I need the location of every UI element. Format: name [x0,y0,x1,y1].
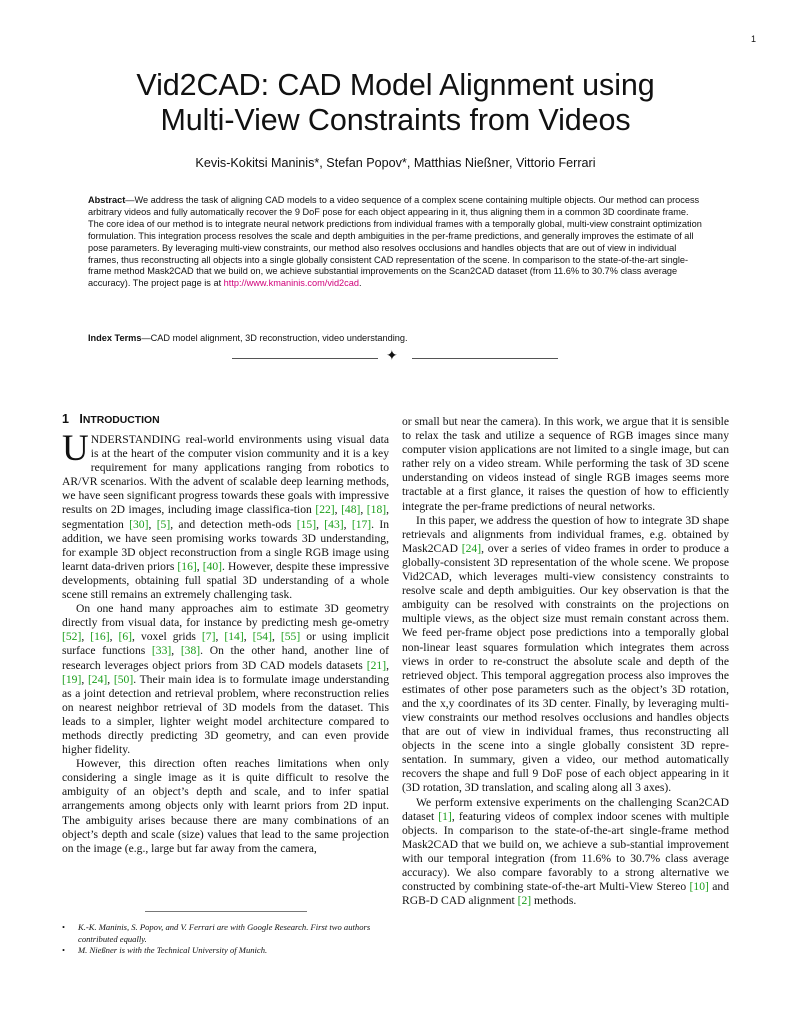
body-text: . However, despite these impressive developments, obtaining full spatial 3D understanding of a whole scene still remains an extremely challenging task. [62,559,390,602]
citation-link[interactable]: [18] [366,503,387,517]
citation-link[interactable]: [48] [341,503,361,517]
citation-link[interactable]: [55] [280,630,301,644]
right-column [402,415,729,908]
footnote-rule [145,911,307,912]
intro-paragraph-1 [62,428,390,602]
intro-paragraph-3 [62,757,389,856]
body-text: We perform extensive experiments on the challenging Scan2CAD dataset [402,795,729,823]
section-title-rest: NTRODUCTION [82,415,160,426]
project-page-link[interactable]: http://www.kmaninis.com/vid2cad [223,278,359,289]
body-text: , [171,644,181,658]
citation-link[interactable]: [21] [366,658,387,672]
body-text: , [81,630,91,644]
body-text: , [386,658,389,672]
body-text: , [271,630,281,644]
citation-link[interactable]: [24] [461,541,482,555]
body-text: However, this direction often reaches limitations when only considering a single image as it is quite difficult to resolve the ambiguity of an object’s depth and scale, and to infer spatial arrangements among objects only with learnt priors from 2D input. The ambiguity arises because there are many combinations of an object’s depth and scale (size) values that lead to the same projection on the image (e.g., large but far away from the camera, [62,757,389,855]
citation-link[interactable]: [16] [177,559,197,573]
citation-link[interactable]: [16] [90,630,110,644]
intro-paragraph-2 [62,602,389,757]
citation-link[interactable]: [10] [689,880,709,894]
title-line-2: Multi-View Constraints from Videos [160,103,631,137]
body-text: , [81,672,88,686]
citation-link[interactable]: [22] [315,503,335,517]
body-text: , voxel grids [132,630,202,644]
index-terms-label: Index Terms [88,333,142,343]
citation-link[interactable]: [54] [252,630,272,644]
body-text: On one hand many approaches aim to estimate 3D geometry directly from visual data, for instance by predicting mesh ge-ometry [62,602,389,630]
abstract-label: Abstract [88,195,126,205]
body-text: . On the other hand, another line of research leverages object priors from 3D CAD models datasets [62,644,389,672]
body-text: , over a series of video frames in order to produce a globally-consistent 3D representation of the whole scene. We propose Vid2CAD, which leverages multi-view consistency constraints to resolve scale and depth ambiguities. Our key observation is that the ambiguity can be resolved with constraints on the projections on multiple views, as the object size must remain constant across them. We feed per-frame object pose predictions into a temporally global non-linear least squares formulation which integrates them across views in order to re-construct the absolute scale and depth of the retrieved object. This temporal aggregation process also improves the estimates of other pose parameters such as the object’s 3D rotation, and the x,y coordinates of its 3D center. Finally, by leveraging multi-view constraints our method resolves occlusions and handles objects that are out of view in individual frames, thus reconstructing all objects in the scene into a single globally consistent 3D repre-sentation. In summary, given a video, our method automatically recovers the shape and full 9 DoF pose of each object appearing in it (3D rotation, 3D translation, and scaling along all 3 axes). [402,541,729,795]
body-text: , and detection meth-ods [170,517,297,531]
abstract-end: . [359,278,362,289]
body-text: , [148,517,157,531]
body-text: . Their main idea is to formulate image understanding as a joint detection and retrieval problem, where reconstruction relies on nearest neighbor retrieval of 3D models from the dataset. This leads to a simpler, lighter weight model architecture compared to methods directly predicting 3D geometry, and can even provide higher fidelity. [62,672,389,757]
body-text: , segmentation [62,503,390,531]
body-text: , [196,559,203,573]
section-heading-introduction [62,412,160,426]
citation-link[interactable]: [43] [324,517,344,531]
body-text: . In addition, we have seen promising works towards 3D understanding, for example 3D object reconstruction from a single RGB image using learnt data-driven priors [62,517,390,573]
body-text: or small but near the camera). In this work, we argue that it is sensible to relax the task and utilize a sequence of RGB images since many computer vision applications are not limited to a single image, but can rather rely on a video stream. While performing the task of 3D scene understanding on videos instead of single RGB images seems more tractable at a first glance, it raises the question of how to efficiently integrate the per-frame predictions of neural networks. [402,415,729,513]
intro-paragraph-6 [402,796,729,909]
smallcaps-lead: NDERSTANDING [90,433,181,446]
citation-link[interactable]: [19] [62,672,82,686]
section-divider [232,349,558,364]
body-text: , [109,630,119,644]
body-text: , featuring videos of complex indoor scenes with multiple objects. In comparison to the state-of-the-art single-frame method Mask2CAD that we build on, we achieve a sub-stantial improvement with our temporal integration (from 11.6% to 30.7% class average accuracy). We also compare favorably to a strong alternative we constructed by combining state-of-the-art Multi-View Stereo [402,809,730,894]
section-title-first-letter: I [79,412,83,426]
body-text: and RGB-D CAD alignment [402,880,729,908]
body-text: , [243,630,253,644]
author-list: Kevis-Kokitsi Maninis*, Stefan Popov*, Matthias Nießner, Vittorio Ferrari [195,156,596,170]
body-text: , [360,503,367,517]
citation-link[interactable]: [24] [87,672,108,686]
body-text: , [343,517,352,531]
citation-link[interactable]: [30] [129,517,149,531]
citation-link[interactable]: [7] [201,630,216,644]
citation-link[interactable]: [2] [517,894,532,908]
intro-paragraph-5 [402,514,729,796]
citation-link[interactable]: [38] [180,644,201,658]
citation-link[interactable]: [50] [113,672,134,686]
title-line-1: Vid2CAD: CAD Model Alignment using [136,68,655,102]
body-text: or using implicit surface functions [62,630,390,658]
body-text: , [334,503,342,517]
page-number: 1 [750,34,756,44]
body-text: , [215,630,225,644]
section-number: 1 [62,412,69,426]
citation-link[interactable]: [33] [151,644,172,658]
paper-title [0,68,791,138]
footnote-affiliation-tum: • M. Nießner is with the Technical University of Munich. [62,945,392,957]
drop-cap: U [62,428,89,469]
body-text: real-world environments using visual data is at the heart of the computer vision community and it is a key requirement for many applications ranging from robotics to AR/VR scenarios. With the advent of scalable deep learning methods, we have seen significant progress towards these goals with impressive results on 2D images, including image classifica-tion [62,433,389,517]
abstract-text: —We address the task of aligning CAD models to a video sequence of a complex scene containing multiple objects. Our method can process arbitrary videos and fully automatically recover the 9 DoF pose for each object appearing in it, thus aligning them in a common 3D coordinate frame. The core idea of our method is to integrate neural network predictions from individual frames with a temporally global, multi-view constraint optimization formulation. This integration process resolves the scale and depth ambiguities in the per-frame predictions, and generally improves the estimate of all pose parameters. By leveraging multi-view constraints, our method also resolves occlusions and handles objects that are out of view in individual frames, thus reconstructing all objects into a single globally consistent CAD representation of the scene. In comparison to the state-of-the-art single-frame method Mask2CAD that we build on, we achieve substantial improvements on the Scan2CAD dataset (from 11.6% to 30.7% class average accuracy). The project page is at [88,195,702,289]
divider-line-right [412,358,558,359]
citation-link[interactable]: [15] [296,517,317,531]
index-terms [88,333,704,343]
divider-star-icon: ✦ [386,349,398,364]
body-text: methods. [531,894,577,908]
intro-paragraph-4 [402,415,729,514]
footnote-affiliation-google: • K.-K. Maninis, S. Popov, and V. Ferrari are with Google Research. First two authors contributed equally. [62,922,392,945]
body-text: , [107,672,114,686]
citation-link[interactable]: [5] [156,517,171,531]
left-column [62,428,390,856]
divider-line-left [232,358,378,359]
citation-link[interactable]: [40] [202,559,223,573]
index-terms-text: —CAD model alignment, 3D reconstruction, video understanding. [141,333,408,343]
citation-link[interactable]: [14] [224,630,244,644]
citation-link[interactable]: [1] [438,809,452,823]
body-text: In this paper, we address the question of how to integrate 3D shape retrievals and alignments from individual frames, e.g. obtained by Mask2CAD [402,513,729,555]
citation-link[interactable]: [52] [62,630,82,644]
citation-link[interactable]: [6] [118,630,133,644]
body-text: , [316,517,325,531]
citation-link[interactable]: [17] [351,517,372,531]
footnotes [62,922,392,957]
abstract [88,195,704,290]
